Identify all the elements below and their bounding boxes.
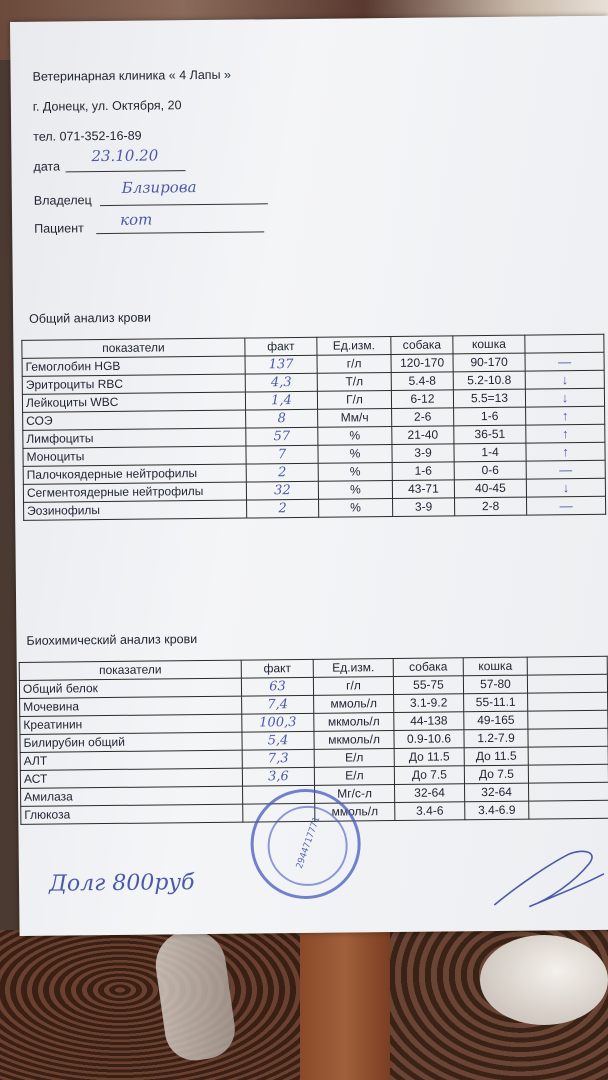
clinic-stamp xyxy=(250,788,361,899)
cbc-cat-range-cell: 90-170 xyxy=(453,353,525,372)
cbc-header-fact: факт xyxy=(245,337,317,356)
cbc-name-cell: Гемоглобин HGB xyxy=(22,356,245,376)
bio-name-cell: Амилаза xyxy=(21,786,243,806)
clinic-address: г. Донецк, ул. Октября, 20 xyxy=(32,98,182,114)
bio-mark-cell xyxy=(529,800,608,819)
cbc-dog-range-cell: 43-71 xyxy=(392,480,454,499)
bio-dog-range-cell: 32-64 xyxy=(395,784,465,803)
cbc-fact-cell: 7 xyxy=(246,445,318,464)
cbc-dog-range-cell: 3-9 xyxy=(392,444,454,463)
cbc-unit-cell: % xyxy=(318,427,392,446)
bio-unit-cell: Е/л xyxy=(314,767,394,786)
cbc-fact-cell: 8 xyxy=(246,409,318,428)
debt-note: Долг 800руб xyxy=(48,870,195,897)
bio-header-mark xyxy=(527,656,607,675)
bio-unit-cell: г/л xyxy=(313,677,393,696)
bio-mark-cell xyxy=(527,674,607,693)
bio-dog-range-cell: 3.4-6 xyxy=(395,802,465,821)
bio-header-param: показатели xyxy=(19,660,241,680)
bio-name-cell: АЛТ xyxy=(20,750,242,770)
cbc-unit-cell: Т/л xyxy=(317,373,391,392)
cbc-mark-cell: — xyxy=(527,496,606,515)
cbc-cat-range-cell: 2-8 xyxy=(455,497,527,516)
cbc-unit-cell: % xyxy=(318,463,392,482)
patient-label: Пациент xyxy=(34,221,84,236)
cbc-unit-cell: Г/л xyxy=(317,391,391,410)
cbc-cat-range-cell: 5.5=13 xyxy=(453,389,525,408)
cbc-cat-range-cell: 5.2-10.8 xyxy=(453,371,525,390)
owner-underline xyxy=(100,203,268,206)
cbc-unit-cell: Мм/ч xyxy=(318,409,392,428)
bio-cat-range-cell: До 11.5 xyxy=(464,747,528,766)
cbc-name-cell: Палочкоядерные нейтрофилы xyxy=(23,464,246,484)
cbc-header-dog: собака xyxy=(391,336,453,355)
cbc-name-cell: Лимфоциты xyxy=(23,428,246,448)
cbc-fact-cell: 1,4 xyxy=(245,391,317,410)
patient-underline xyxy=(96,231,264,234)
bio-fact-cell: 5,4 xyxy=(242,731,314,750)
bio-header-fact: факт xyxy=(241,659,313,678)
bio-fact-cell: 100,3 xyxy=(242,713,314,732)
bio-unit-cell: Е/л xyxy=(314,749,394,768)
cbc-fact-cell: 2 xyxy=(246,463,318,482)
bio-dog-range-cell: 3.1-9.2 xyxy=(394,694,464,713)
bio-cat-range-cell: 3.4-6.9 xyxy=(465,801,529,820)
cbc-unit-cell: % xyxy=(318,445,392,464)
bio-dog-range-cell: 55-75 xyxy=(393,676,463,695)
cup xyxy=(480,935,608,1025)
bio-title: Биохимический анализ крови xyxy=(26,632,198,648)
cbc-cat-range-cell: 0-6 xyxy=(454,461,526,480)
cbc-name-cell: Моноциты xyxy=(23,446,246,466)
bio-unit-cell: ммоль/л xyxy=(314,695,394,714)
cbc-name-cell: Лейкоциты WBC xyxy=(22,392,245,412)
date-value: 23.10.20 xyxy=(91,146,159,166)
bio-fact-cell: 3,6 xyxy=(242,767,314,786)
cbc-table xyxy=(21,334,606,521)
bio-unit-cell: мкмоль/л xyxy=(314,731,394,750)
bio-dog-range-cell: До 11.5 xyxy=(394,748,464,767)
signature xyxy=(489,844,608,915)
bio-name-cell: Креатинин xyxy=(20,714,242,734)
cbc-dog-range-cell: 6-12 xyxy=(391,390,453,409)
bio-name-cell: Билирубин общий xyxy=(20,732,242,752)
cbc-unit-cell: % xyxy=(318,481,392,500)
bio-name-cell: Глюкоза xyxy=(21,804,243,824)
cbc-dog-range-cell: 2-6 xyxy=(392,408,454,427)
cbc-unit-cell: г/л xyxy=(317,355,391,374)
cbc-dog-range-cell: 21-40 xyxy=(392,426,454,445)
bio-fact-cell: 7,3 xyxy=(242,749,314,768)
cbc-dog-range-cell: 1-6 xyxy=(392,462,454,481)
bio-name-cell: Мочевина xyxy=(20,696,242,716)
patient-value: кот xyxy=(119,210,153,229)
coffee-beans-left xyxy=(0,930,300,1080)
bio-name-cell: Общий белок xyxy=(19,678,241,698)
bio-header-unit: Ед.изм. xyxy=(313,659,393,678)
cbc-mark-cell: ↓ xyxy=(525,370,604,389)
cbc-fact-cell: 137 xyxy=(245,355,317,374)
bio-header-cat: кошка xyxy=(463,657,527,676)
cbc-fact-cell: 32 xyxy=(246,481,318,500)
bio-fact-cell: 63 xyxy=(241,677,313,696)
cbc-cat-range-cell: 36-51 xyxy=(454,425,526,444)
cbc-dog-range-cell: 120-170 xyxy=(391,354,453,373)
cbc-unit-cell: % xyxy=(319,499,393,518)
cbc-fact-cell: 57 xyxy=(246,427,318,446)
lab-report-sheet xyxy=(10,16,608,936)
bio-cat-range-cell: 55-11.1 xyxy=(464,693,528,712)
cbc-mark-cell: ↓ xyxy=(526,478,605,497)
wooden-board xyxy=(300,930,390,1080)
clinic-phone: тел. 071-352-16-89 xyxy=(33,128,142,144)
bio-mark-cell xyxy=(528,746,608,765)
cbc-name-cell: СОЭ xyxy=(23,410,246,430)
cbc-fact-cell: 4,3 xyxy=(245,373,317,392)
bio-mark-cell xyxy=(528,764,608,783)
stamp-code: 2944717771 xyxy=(294,815,323,871)
bio-cat-range-cell: 49-165 xyxy=(464,711,528,730)
bio-dog-range-cell: 0.9-10.6 xyxy=(394,730,464,749)
cbc-header-cat: кошка xyxy=(453,335,525,354)
cbc-name-cell: Эритроциты RBC xyxy=(22,374,245,394)
date-label: дата xyxy=(33,159,61,174)
cbc-mark-cell: ↑ xyxy=(526,406,605,425)
owner-value: Блзирова xyxy=(121,178,197,197)
cbc-cat-range-cell: 1-4 xyxy=(454,443,526,462)
bio-cat-range-cell: 1.2-7.9 xyxy=(464,729,528,748)
bio-dog-range-cell: До 7.5 xyxy=(394,766,464,785)
bio-unit-cell: мкмоль/л xyxy=(314,713,394,732)
bio-name-cell: АСТ xyxy=(20,768,242,788)
cbc-cat-range-cell: 40-45 xyxy=(454,479,526,498)
cbc-title: Общий анализ крови xyxy=(29,310,152,326)
cbc-mark-cell: ↑ xyxy=(526,424,605,443)
cbc-name-cell: Эозинофилы xyxy=(24,500,247,520)
bio-mark-cell xyxy=(528,782,608,801)
bio-fact-cell: 7,4 xyxy=(242,695,314,714)
bio-header-dog: собака xyxy=(393,658,463,677)
clinic-name: Ветеринарная клиника « 4 Лапы » xyxy=(32,67,232,84)
date-underline xyxy=(66,170,186,172)
bio-mark-cell xyxy=(528,710,608,729)
bio-cat-range-cell: 32-64 xyxy=(465,783,529,802)
cbc-header-mark xyxy=(525,334,604,353)
bio-mark-cell xyxy=(528,692,608,711)
cbc-mark-cell: — xyxy=(525,352,604,371)
bio-dog-range-cell: 44-138 xyxy=(394,712,464,731)
owner-label: Владелец xyxy=(33,193,92,208)
bio-cat-range-cell: До 7.5 xyxy=(464,765,528,784)
cbc-dog-range-cell: 5.4-8 xyxy=(391,372,453,391)
cbc-name-cell: Сегментоядерные нейтрофилы xyxy=(23,482,246,502)
cbc-dog-range-cell: 3-9 xyxy=(393,498,455,517)
cbc-fact-cell: 2 xyxy=(247,499,319,518)
cbc-cat-range-cell: 1-6 xyxy=(454,407,526,426)
cbc-header-unit: Ед.изм. xyxy=(317,337,391,356)
cbc-mark-cell: ↑ xyxy=(526,442,605,461)
bio-unit-cell: ммоль/л xyxy=(315,803,395,822)
cbc-mark-cell: ↓ xyxy=(525,388,604,407)
cbc-mark-cell: — xyxy=(526,460,605,479)
cbc-header-param: показатели xyxy=(22,338,245,358)
bio-mark-cell xyxy=(528,728,608,747)
bio-unit-cell: Мг/с-л xyxy=(315,785,395,804)
bio-cat-range-cell: 57-80 xyxy=(463,675,527,694)
